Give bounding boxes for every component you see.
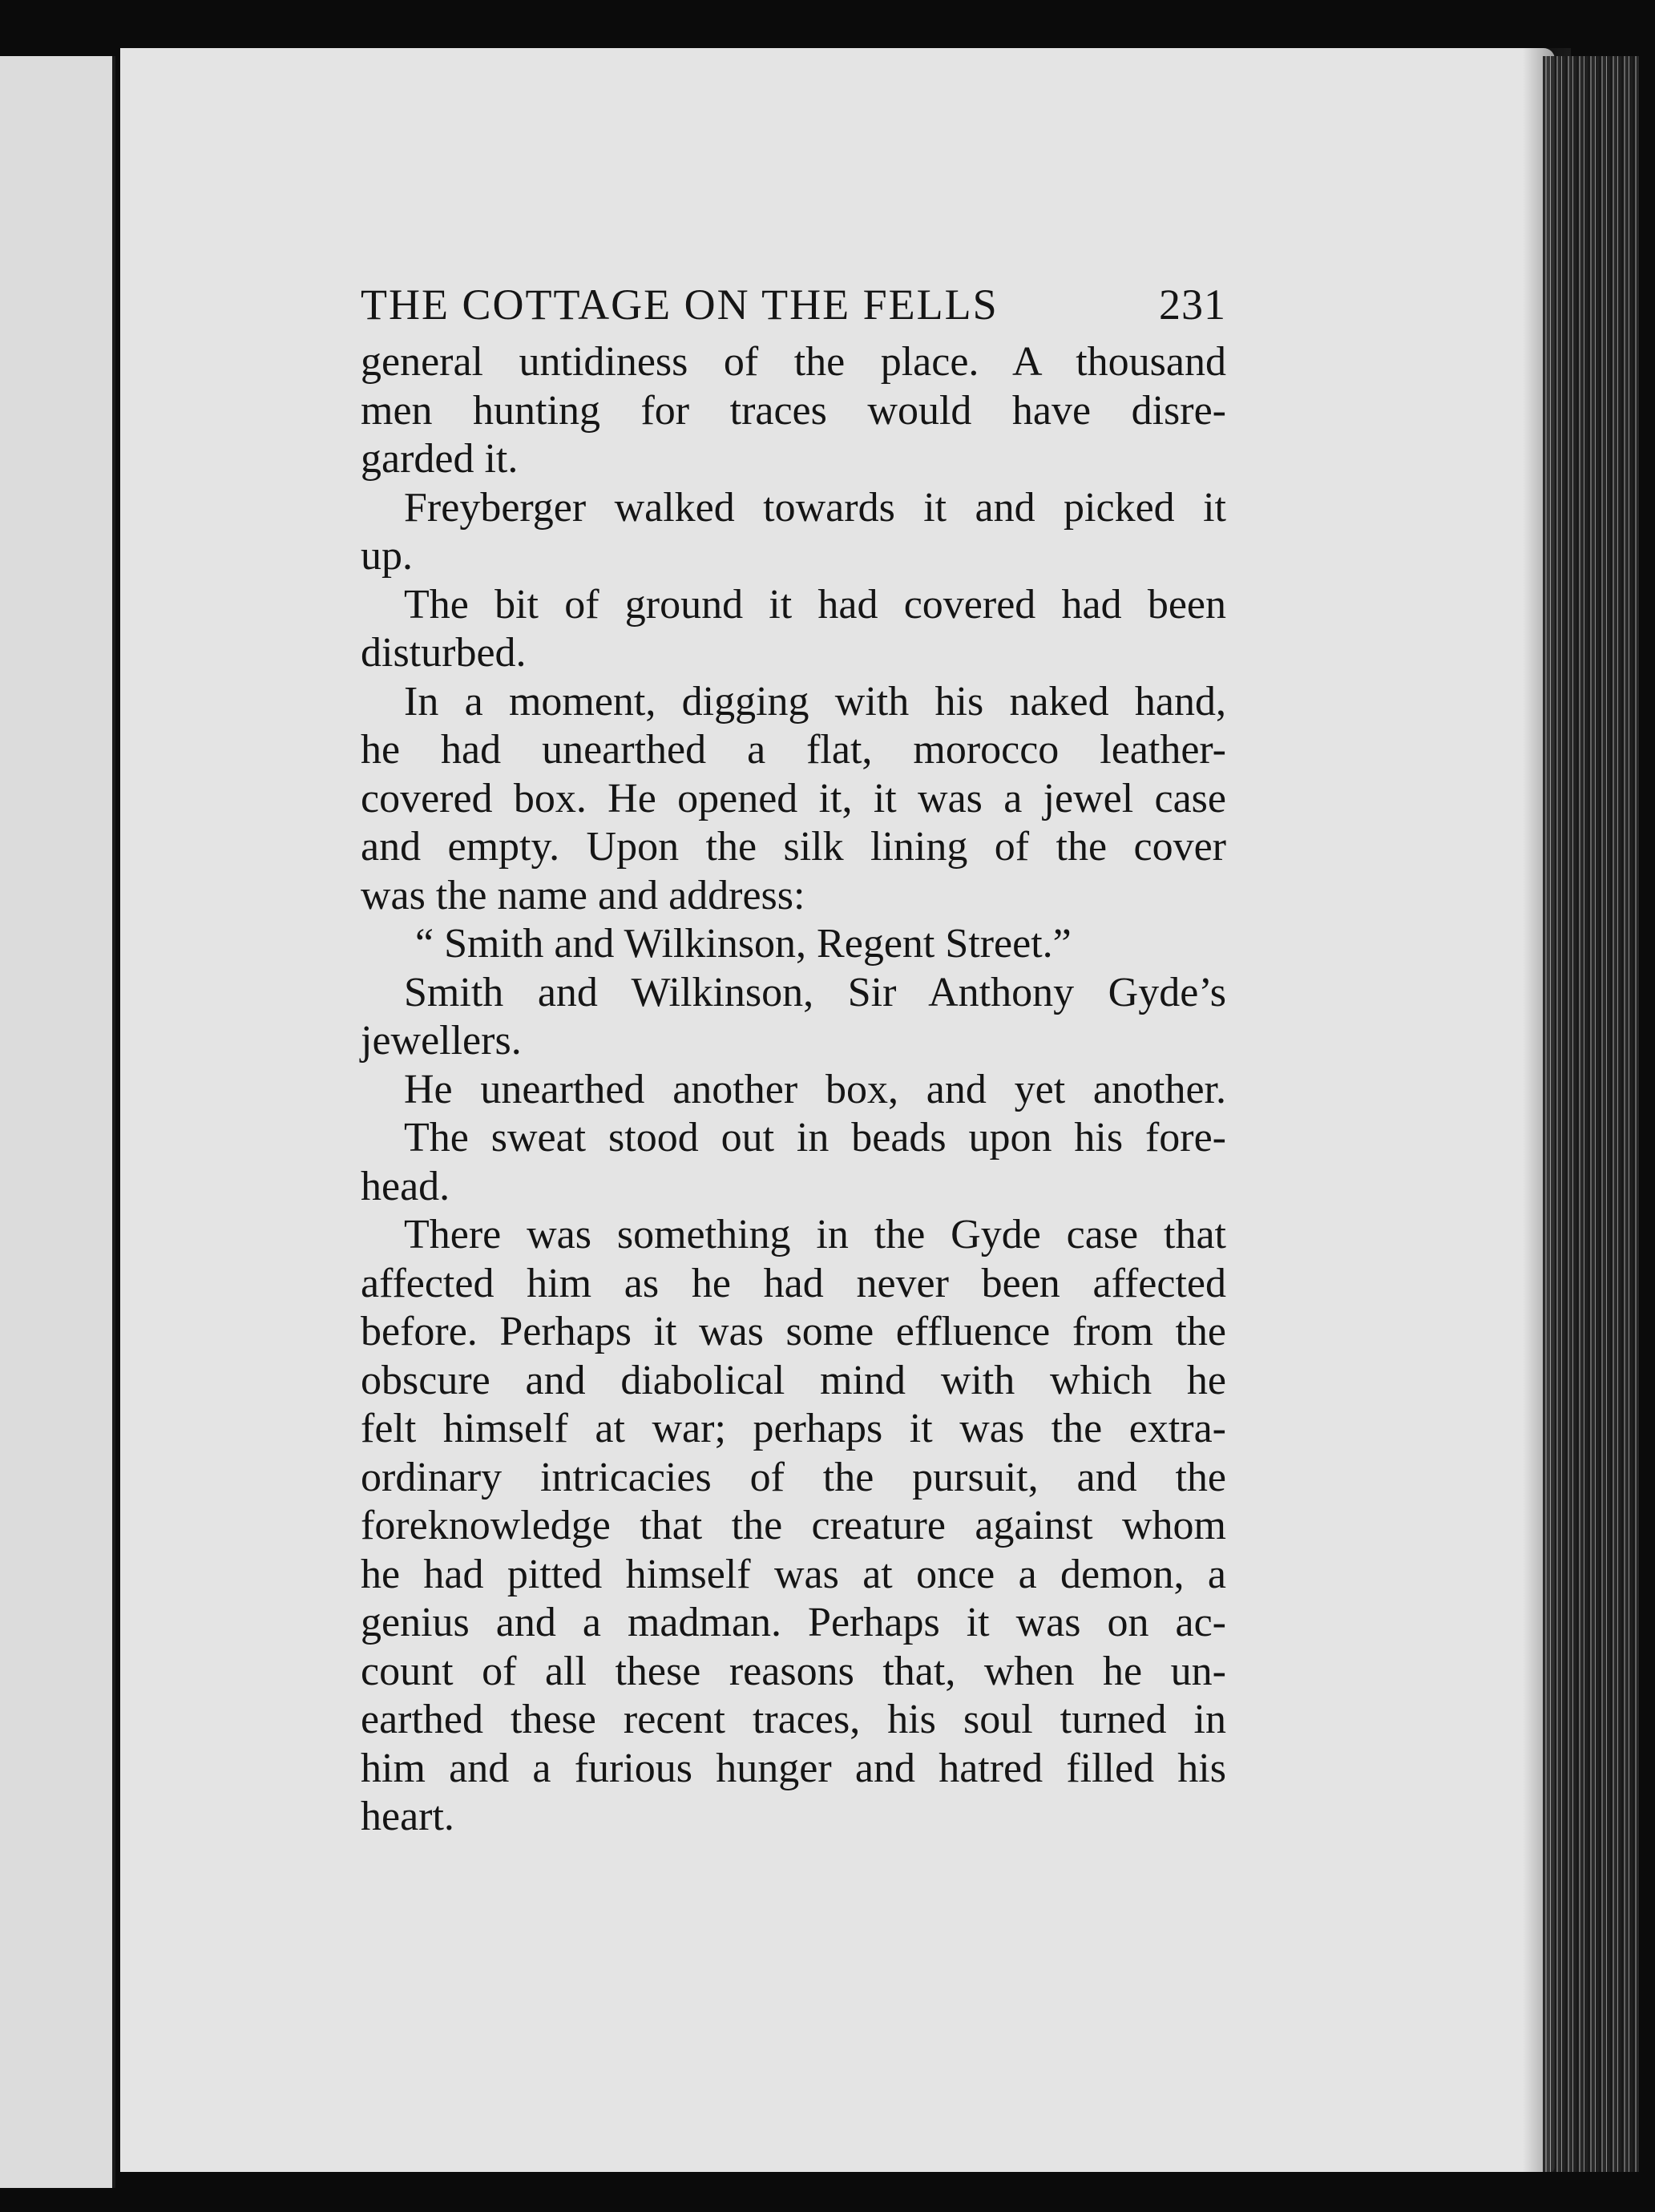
running-title: THE COTTAGE ON THE FELLS bbox=[361, 281, 999, 329]
text-line: There was something in the Gyde case that bbox=[404, 1212, 1226, 1257]
text-line: before. Perhaps it was some effluence from the bbox=[361, 1309, 1226, 1354]
text-line: covered box. He opened it, it was a jewel case bbox=[361, 775, 1226, 821]
text-line: He unearthed another box, and yet another. bbox=[404, 1066, 1226, 1112]
text-line: earthed these recent traces, his soul turned in bbox=[361, 1697, 1226, 1742]
text-line: ordinary intricacies of the pursuit, and the bbox=[361, 1454, 1226, 1500]
text-line: he had unearthed a flat, morocco leather- bbox=[361, 727, 1226, 773]
text-line: heart. bbox=[361, 1794, 454, 1839]
text-line: disturbed. bbox=[361, 630, 527, 676]
running-header bbox=[361, 281, 1226, 338]
text-line: count of all these reasons that, when he un- bbox=[361, 1648, 1226, 1694]
text-line: Freyberger walked towards it and picked it bbox=[404, 484, 1226, 531]
page-number: 231 bbox=[1159, 281, 1226, 329]
text-line: In a moment, digging with his naked hand, bbox=[404, 678, 1226, 725]
text-line: him and a furious hunger and hatred filled his bbox=[361, 1745, 1226, 1791]
text-line: garded it. bbox=[361, 436, 519, 482]
text-line: he had pitted himself was at once a demon, a bbox=[361, 1551, 1226, 1597]
text-line: Smith and Wilkinson, Sir Anthony Gyde’s bbox=[404, 969, 1226, 1015]
text-line: general untidiness of the place. A thousand bbox=[361, 339, 1226, 385]
page-stack-edge bbox=[1543, 56, 1639, 2172]
text-line: men hunting for traces would have disre- bbox=[361, 387, 1226, 434]
text-line: The bit of ground it had covered had been bbox=[404, 581, 1226, 628]
text-line: head. bbox=[361, 1163, 450, 1209]
text-line: The sweat stood out in beads upon his fore- bbox=[404, 1115, 1226, 1160]
text-line: genius and a madman. Perhaps it was on ac- bbox=[361, 1600, 1226, 1645]
text-line: foreknowledge that the creature against whom bbox=[361, 1503, 1226, 1548]
text-line: up. bbox=[361, 533, 413, 579]
text-line: “ Smith and Wilkinson, Regent Street.” bbox=[415, 921, 1072, 967]
text-line: jewellers. bbox=[361, 1018, 522, 1064]
text-line: obscure and diabolical mind with which he bbox=[361, 1357, 1226, 1403]
left-page-edge bbox=[0, 56, 115, 2188]
text-line: felt himself at war; perhaps it was the extra- bbox=[361, 1406, 1226, 1451]
text-line: affected him as he had never been affected bbox=[361, 1260, 1226, 1306]
text-line: and empty. Upon the silk lining of the cover bbox=[361, 824, 1226, 870]
page-text-block bbox=[361, 281, 1226, 1842]
text-line: was the name and address: bbox=[361, 872, 805, 918]
